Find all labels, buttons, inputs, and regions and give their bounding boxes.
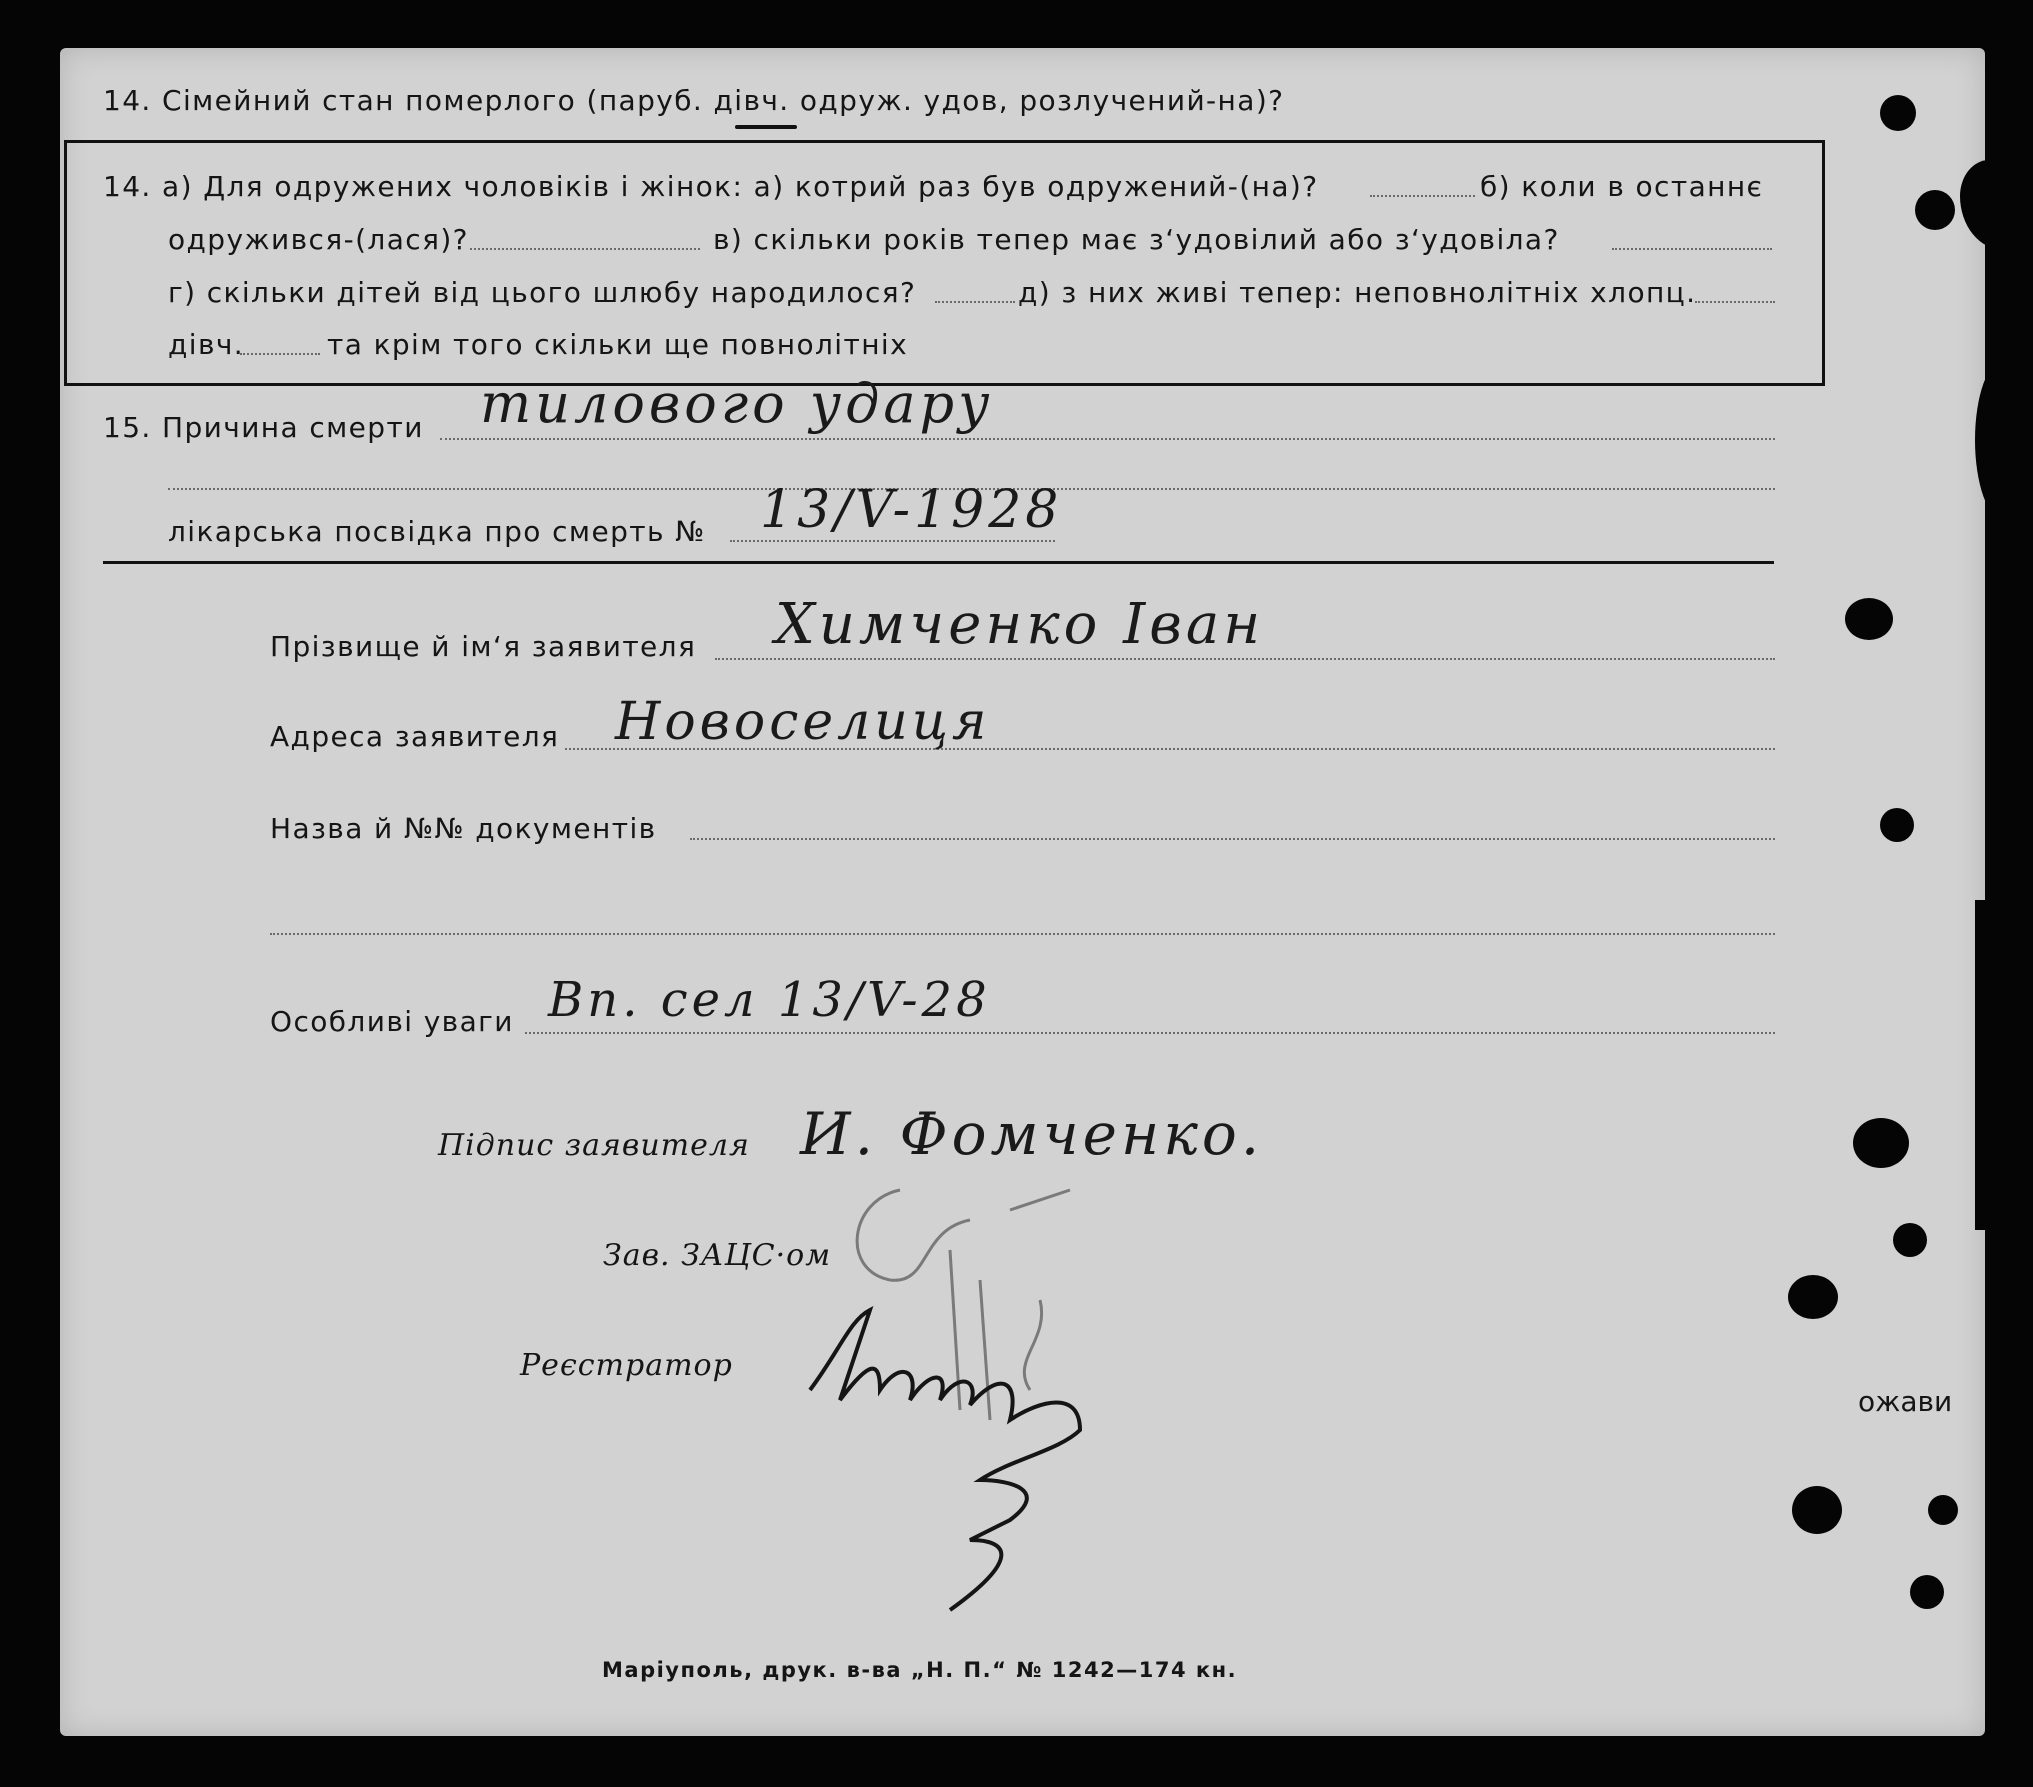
question-14a-line2b: в) скільки років тепер має з‘удовілий або з‘удовіла? <box>713 223 1560 256</box>
fill-line <box>240 353 320 355</box>
question-14a-line1b: б) коли в останнє <box>1480 170 1764 203</box>
head-of-zags-label: Зав. ЗАЦС·ом <box>603 1238 832 1273</box>
punch-hole <box>1928 1495 1958 1525</box>
applicant-signature-label: Підпис заявителя <box>438 1128 750 1163</box>
applicant-signature-handwritten: И. Фомченко. <box>800 1100 1264 1168</box>
documents-label: Назва й №№ документів <box>270 812 657 845</box>
registrar-label: Реєстратор <box>520 1348 733 1383</box>
question-14a-line1: 14. а) Для одружених чоловіків і жінок: а) котрий раз був одружений-(на)? <box>103 170 1319 203</box>
punch-hole <box>1880 808 1914 842</box>
question-14a-line4b: та крім того скільки ще повнолітніх <box>327 328 909 361</box>
underline-mark <box>735 125 797 129</box>
question-14a-line2: одружився-(лася)? <box>168 223 469 256</box>
paper-tear <box>1975 360 2033 520</box>
question-14a-line3: г) скільки дітей від цього шлюбу народилося? <box>168 276 917 309</box>
special-notes-handwritten: Вп. сел 13/V-28 <box>548 972 991 1028</box>
punch-hole <box>1853 1118 1909 1168</box>
fill-line <box>715 658 1775 660</box>
cause-of-death-handwritten: тилового удару <box>480 372 994 435</box>
printer-imprint: Маріуполь, друк. в-ва „Н. П.“ № 1242—174 кн. <box>602 1658 1238 1682</box>
punch-hole <box>1880 95 1916 131</box>
punch-hole <box>1910 1575 1944 1609</box>
fill-line <box>270 933 1775 935</box>
fill-line <box>470 248 700 250</box>
special-notes-label: Особливі уваги <box>270 1005 514 1038</box>
applicant-address-handwritten: Новоселиця <box>615 692 991 752</box>
paper-tear <box>1975 900 2033 1230</box>
question-14a-line4: дівч. <box>168 328 245 361</box>
fill-line <box>1370 195 1475 197</box>
fill-line <box>1612 248 1772 250</box>
punch-hole <box>1792 1486 1842 1534</box>
medical-certificate-handwritten: 13/V-1928 <box>760 480 1063 540</box>
fill-line <box>690 838 1775 840</box>
punch-hole <box>1893 1223 1927 1257</box>
punch-hole <box>1788 1275 1838 1319</box>
official-signatures <box>780 1160 1140 1620</box>
edge-text-fragment: ожави <box>1858 1385 1953 1418</box>
fill-line <box>440 438 1775 440</box>
fill-line <box>1695 301 1775 303</box>
fill-line <box>525 1032 1775 1034</box>
punch-hole <box>1845 598 1893 640</box>
section-divider <box>103 561 1774 564</box>
medical-certificate-label: лікарська посвідка про смерть № <box>168 515 706 548</box>
applicant-address-label: Адреса заявителя <box>270 720 560 753</box>
punch-hole <box>1915 190 1955 230</box>
question-14a-line3b: д) з них живі тепер: неповнолітніх хлопц. <box>1018 276 1697 309</box>
cause-of-death-label: 15. Причина смерти <box>103 411 424 444</box>
fill-line <box>935 301 1015 303</box>
paper-tear <box>1990 1270 2033 1440</box>
question-14-marital-status: 14. Сімейний стан померлого (паруб. дівч. одруж. удов, розлучений-на)? <box>103 84 1285 117</box>
applicant-name-handwritten: Химченко Іван <box>775 592 1265 657</box>
applicant-name-label: Прізвище й ім‘я заявителя <box>270 630 697 663</box>
fill-line <box>730 540 1055 542</box>
